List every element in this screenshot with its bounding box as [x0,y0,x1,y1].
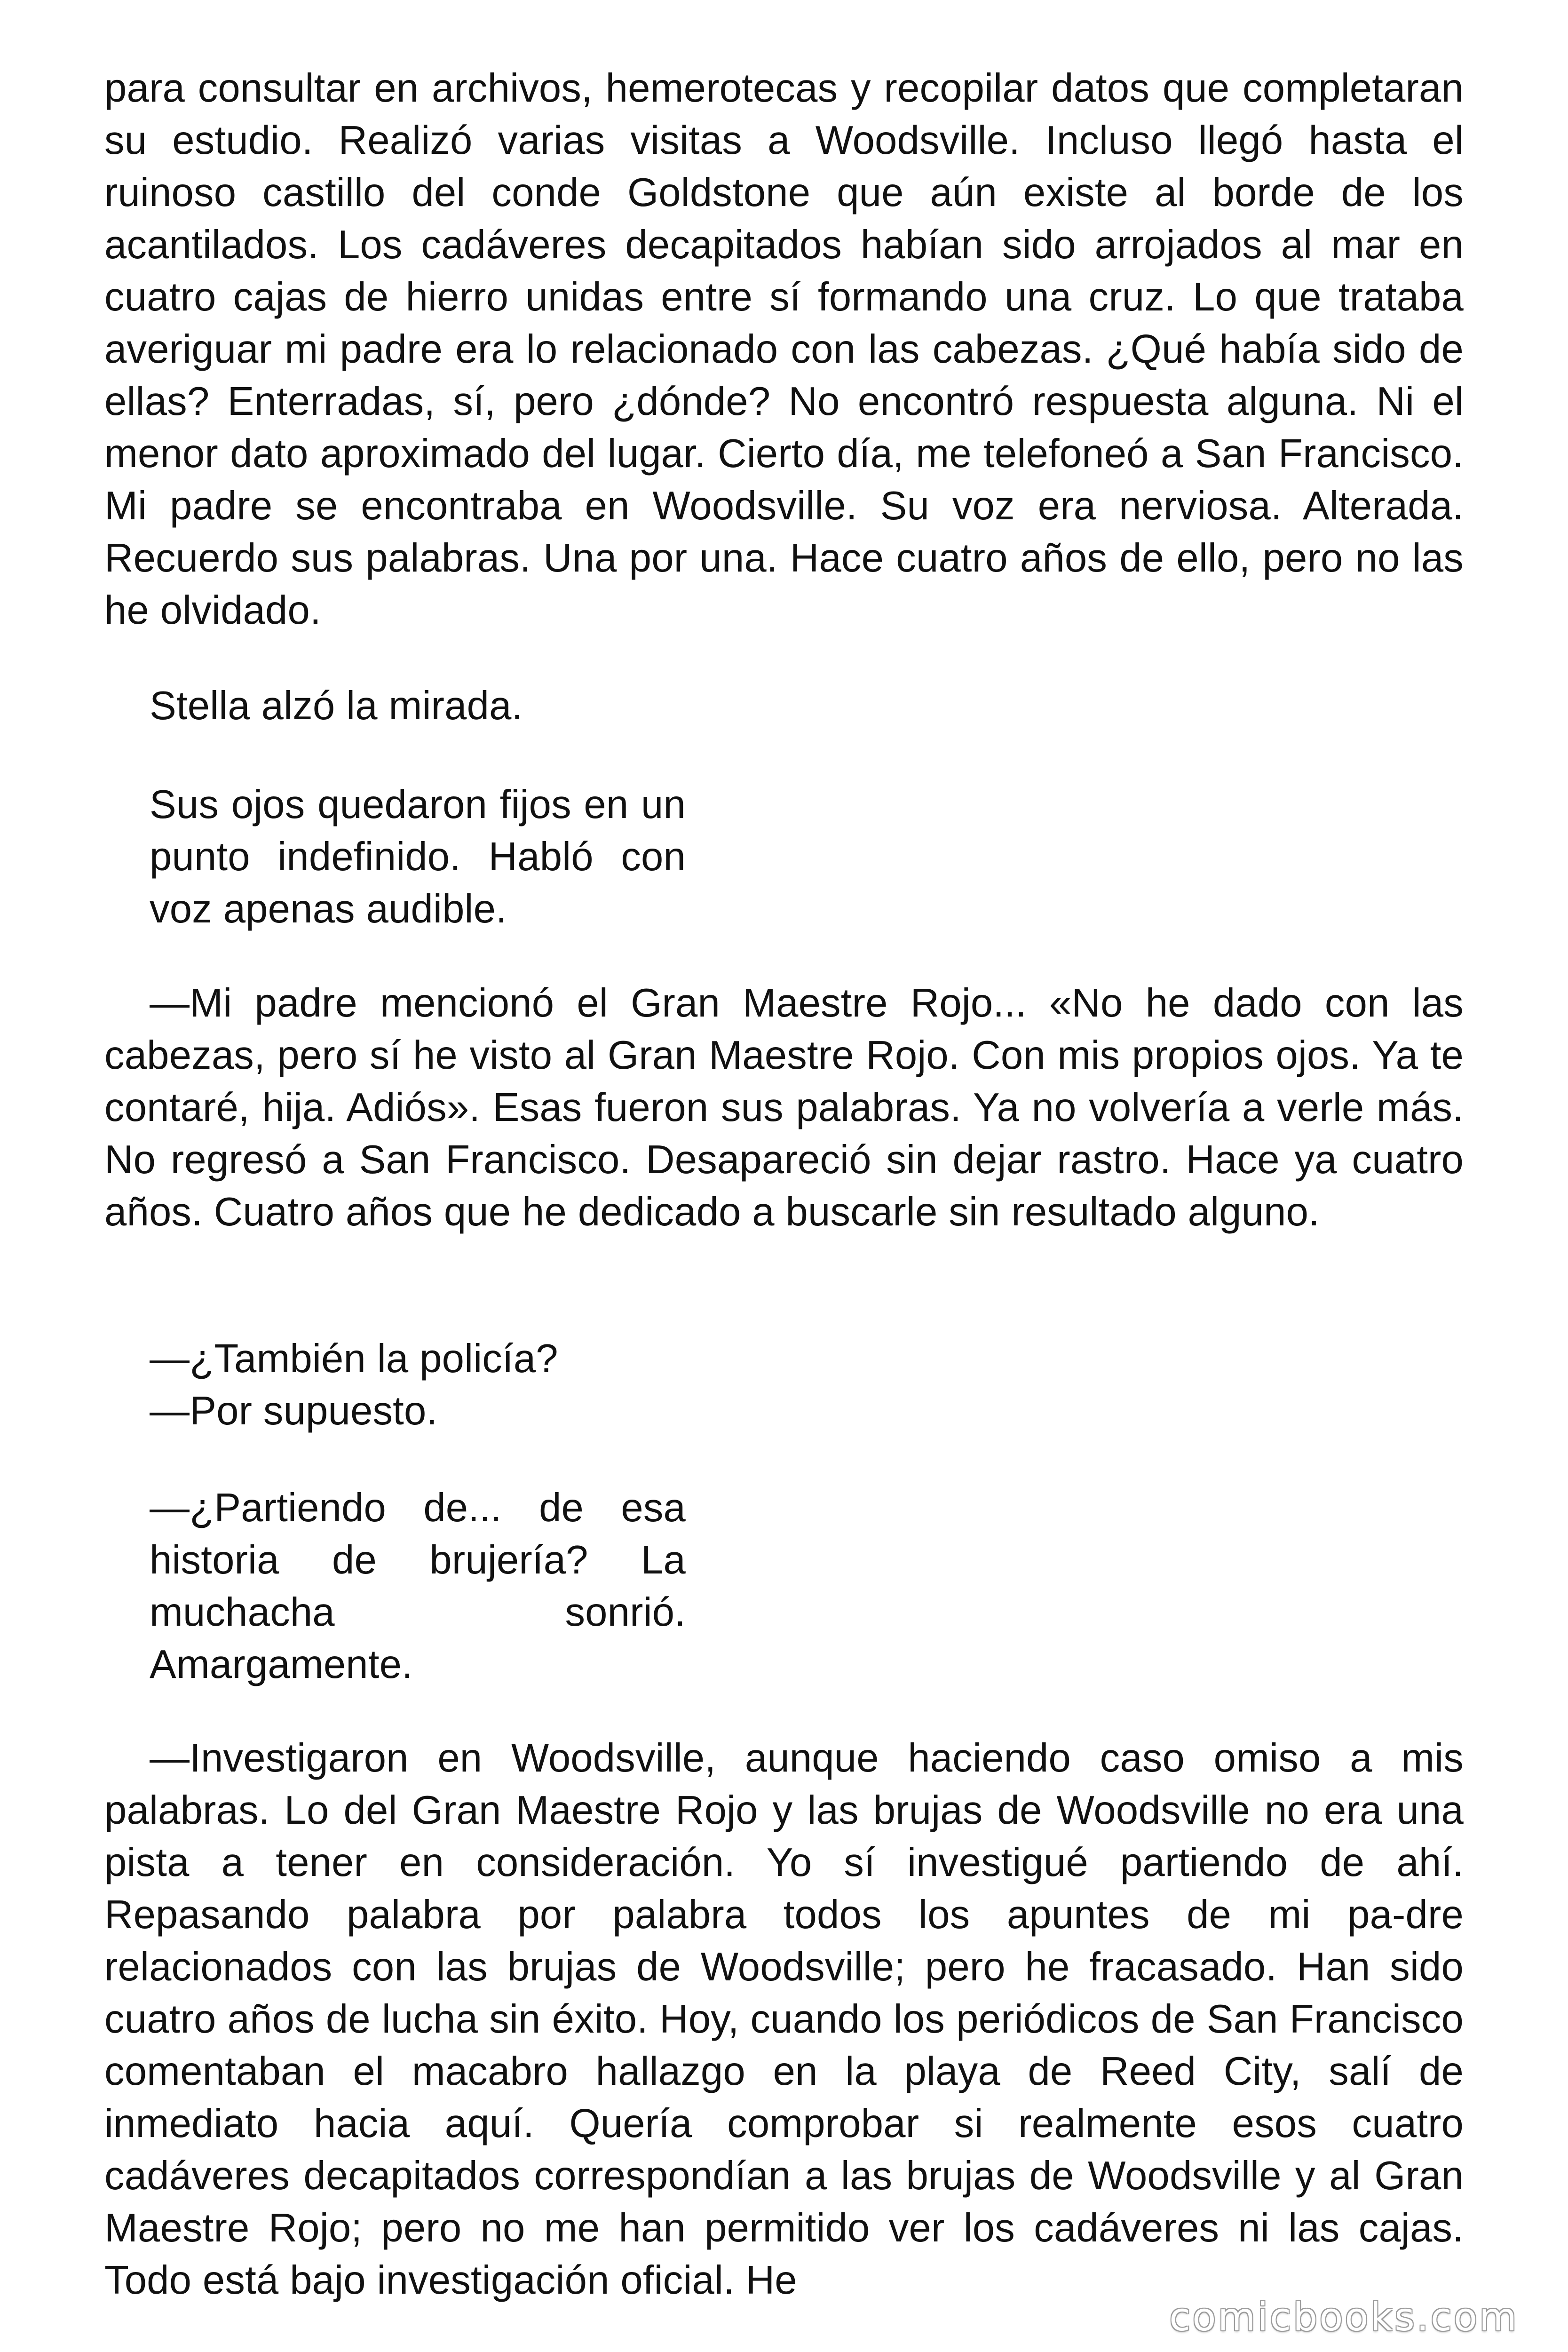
paragraph-gran-maestre-rojo: —Mi padre mencionó el Gran Maestre Rojo... «No he dado con las cabezas, pero sí he visto al Gran Maestre Rojo. Con mis propios ojos. Ya te contaré, hija. Adiós». Esas fueron sus palabras. Ya no volvería a verle más. No regresó a San Francisco. Desapareció sin dejar rastro. Hace ya cuatro años. Cuatro años que he dedicado a buscarle sin resultado alguno. [104,981,1464,1234]
paragraph-investigation-woodsville: —Investigaron en Woodsville, aunque haciendo caso omiso a mis palabras. Lo del Gran Maestre Rojo y las brujas de Woodsville no era una pista a tener en consideración. Yo sí investigué partiendo de ahí. Repasando palabra por palabra todos los apuntes de mi pa-dre relacionados con las brujas de Woodsville; pero he fracasado. Han sido cuatro años de lucha sin éxito. Hoy, cuando los periódicos de San Francisco comentaban el macabro hallazgo en la playa de Reed City, salí de inmediato hacia aquí. Quería comprobar si realmente esos cuatro cadáveres decapitados correspondían a las brujas de Woodsville y al Gran Maestre Rojo; pero no me han permitido ver los cadáveres ni las cajas. Todo está bajo investigación oficial. He [104,1736,1464,2303]
dialogue-police-question: —¿También la policía? [150,1336,558,1381]
site-watermark: comicbooks.com [1169,2295,1519,2340]
paragraph-fixed-eyes: Sus ojos quedaron fijos en un punto indefinido. Habló con voz apenas audible. [150,782,686,931]
paragraph-stella-looked-up: Stella alzó la mirada. [150,683,523,728]
dialogue-of-course: —Por supuesto. [150,1389,438,1433]
paragraph-witchcraft-story: —¿Partiendo de... de esa historia de brujería? La muchacha sonrió. Amargamente. [150,1486,686,1687]
paragraph-archives-investigation: para consultar en archivos, hemerotecas y recopilar datos que completaran su estudio. Realizó varias visitas a Woodsville. Incluso llegó hasta el ruinoso castillo del conde Goldstone que aún existe al borde de los acantilados. Los cadáveres decapitados habían sido arrojados al mar en cuatro cajas de hierro unidas entre sí formando una cruz. Lo que trataba averiguar mi padre era lo relacionado con las cabezas. ¿Qué había sido de ellas? Enterradas, sí, pero ¿dónde? No encontró respuesta alguna. Ni el menor dato aproximado del lugar. Cierto día, me telefoneó a San Francisco. Mi padre se encontraba en Woodsville. Su voz era nerviosa. Alterada. Recuerdo sus palabras. Una por una. Hace cuatro años de ello, pero no las he olvidado. [104,66,1464,633]
